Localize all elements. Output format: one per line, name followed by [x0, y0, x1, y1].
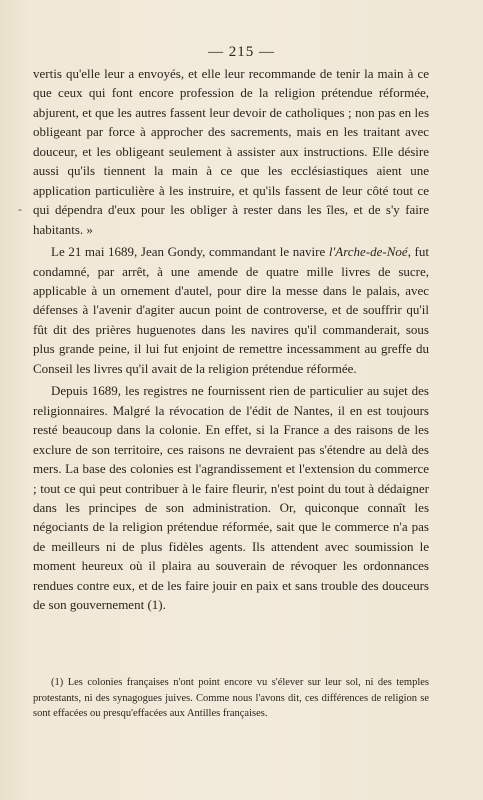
paragraph — [33, 381, 429, 614]
footnote: (1) Les colonies françaises n'ont point encore vu s'élever sur leur sol, ni des temples protestants, ni des synagogues juives. Comme nous l'avons dit, ces différences de religion se sont effacées ou presqu'effacées aux Antilles françaises. — [33, 677, 429, 719]
paragraph — [33, 64, 429, 239]
paragraph-text: Depuis 1689, les registres ne fournissent rien de particulier au sujet des religionnaires. Malgré la révocation de l'édit de Nantes, il en est toujours resté beaucoup dans la colonie. En effet, si la France a des raisons de les exclure de son territoire, ces raisons ne devraient pas s'étendre au delà des mers. La base des colonies est l'agrandissement et l'extension du commerce ; tout ce qui peut contribuer à le faire fleurir, n'est point du tout à dédaigner dans les principes de son administration. Or, quiconque connaît les négociants de la religion prétendue réformée, sait que le commerce n'a pas de meilleurs ni de plus fidèles agents. Ils attendent avec soumission le moment heureux où il plaira au souverain de révoquer les ordonnances rendues contre eux, et de les faire jouir en paix et sans trouble des douceurs de son gouvernement (1). — [33, 383, 429, 613]
body-text — [33, 64, 429, 615]
ship-name: l'Arche-de-Noé — [328, 244, 408, 260]
paragraph-text: , fut condamné, par arrêt, à une amende de quatre mille livres de sucre, applicable à un ornement d'autel, pour dire la messe dans le palais, avec défenses à l'avenir d'agiter aucun point de controverse, et de souffrir qu'il fût dit des prières huguenotes dans les navires qu'il commanderait, sous plus grande peine, il lui fut enjoint de remettre incessamment au greffe du Conseil les livres qu'il avait de la religion prétendue réformée. — [33, 244, 429, 376]
paragraph-text: Le 21 mai 1689, Jean Gondy, commandant le navire — [51, 244, 329, 260]
paragraph-text: vertis qu'elle leur a envoyés, et elle leur recommande de tenir la main à ce que ceux qui font encore profession de la religion prétendue réformée, abjurent, et que les autres fassent leur devoir de catholiques ; non pas en les obligeant par force à approcher des sacrements, mais en les traitant avec douceur, et les obligeant seulement à assister aux instructions. Elle désire aussi qu'ils tiennent la main à ce que les ecclésiastiques aient une application particulière à les instruire, et qu'ils fassent de leur côté tout ce qui dépendra d'eux pour les obliger à rester dans les îles, et de s'y faire habitants. » — [33, 66, 429, 237]
paragraph — [33, 242, 429, 378]
margin-mark: - — [18, 202, 22, 216]
page-number: — 215 — — [208, 44, 275, 60]
